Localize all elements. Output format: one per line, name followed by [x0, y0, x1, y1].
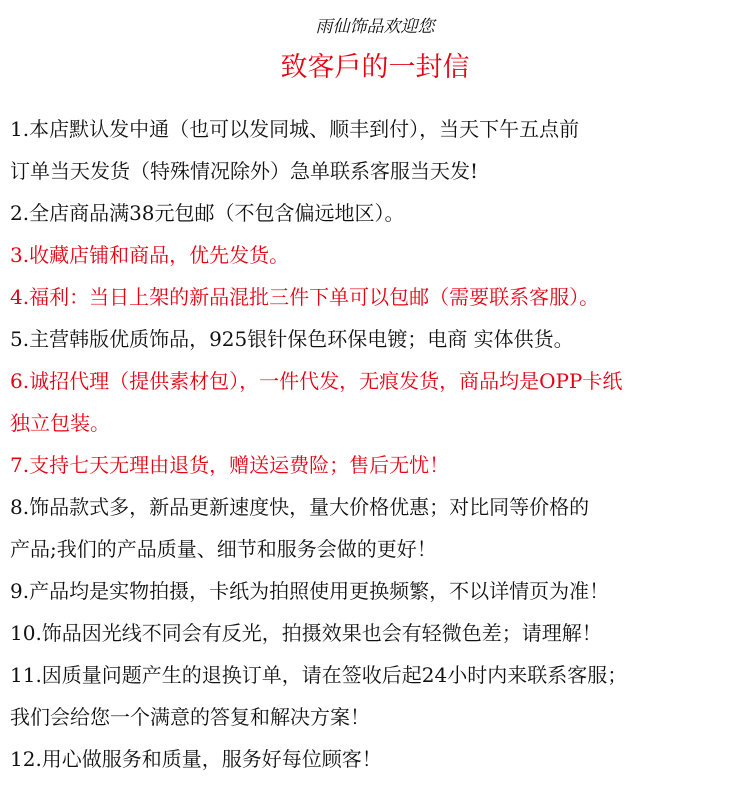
notice-line: 8.饰品款式多，新品更新速度快，量大价格优惠；对比同等价格的	[10, 495, 590, 519]
notice-line-highlight: 3.收藏店铺和商品，优先发货。	[10, 243, 290, 267]
notice-line: 订单当天发货（特殊情况除外）急单联系客服当天发!	[10, 159, 479, 183]
notice-line-highlight: 7.支持七天无理由退货，赠送运费险；售后无忧！	[10, 453, 450, 477]
letter-title: 致客戶的一封信	[280, 52, 470, 83]
notice-line: 1.本店默认发中通（也可以发同城、顺丰到付），当天下午五点前	[10, 117, 580, 141]
notice-line: 11.因质量问题产生的退换订单，请在签收后起24小时内来联系客服；	[10, 663, 628, 687]
notice-line: 我们会给您一个满意的答复和解决方案！	[10, 705, 370, 729]
notice-line-highlight: 独立包装。	[10, 411, 110, 435]
notice-line: 5.主营韩版优质饰品，925银针保色环保电镀；电商 实体供货。	[10, 327, 574, 351]
notice-line: 9.产品均是实物拍摄，卡纸为拍照使用更换频繁，不以详情页为准！	[10, 579, 610, 603]
notice-line: 12.用心做服务和质量，服务好每位顾客！	[10, 747, 382, 771]
notice-line: 产品;我们的产品质量、细节和服务会做的更好！	[10, 537, 437, 561]
notice-line: 10.饰品因光线不同会有反光，拍摄效果也会有轻微色差；请理解！	[10, 621, 602, 645]
notice-line-highlight: 4.福利：当日上架的新品混批三件下单可以包邮（需要联系客服）。	[10, 285, 600, 309]
notice-line: 2.全店商品满38元包邮（不包含偏远地区）。	[10, 201, 405, 225]
shop-name: 雨仙饰品欢迎您	[315, 17, 435, 37]
notice-line-highlight: 6.诚招代理（提供素材包），一件代发，无痕发货，商品均是OPP卡纸	[10, 369, 623, 393]
notice-list	[10, 108, 742, 780]
